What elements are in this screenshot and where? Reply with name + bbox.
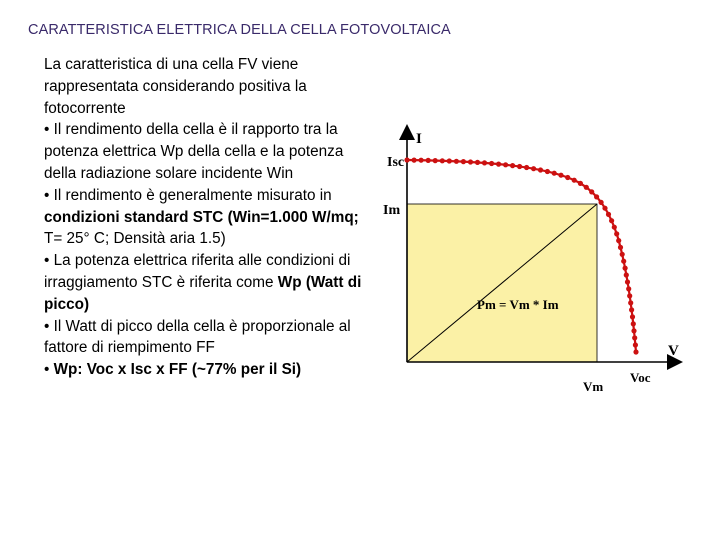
text-segment: T= 25° C; Densità aria 1.5)	[44, 230, 226, 248]
text-segment: • Il Watt di picco della cella è proporzionale al fattore di riempimento FF	[44, 317, 351, 357]
curve-marker	[620, 252, 625, 257]
curve-marker	[632, 335, 637, 340]
curve-marker	[631, 328, 636, 333]
curve-marker	[630, 314, 635, 319]
curve-marker	[426, 158, 431, 163]
curve-marker	[524, 165, 529, 170]
curve-marker	[496, 162, 501, 167]
curve-marker	[602, 206, 607, 211]
curve-marker	[584, 185, 589, 190]
text-segment: • Il rendimento della cella è il rapporto tra la potenza elettrica Wp della cella e la potenza della radiazione solare incidente Win	[44, 121, 344, 182]
text-segment: • La potenza elettrica riferita alle condizioni di irraggiamento STC è riferita come	[44, 252, 351, 291]
text-segment: Wp: Voc x Isc x FF (~77% per il Si)	[53, 361, 302, 379]
curve-marker	[618, 245, 623, 250]
curve-marker	[447, 158, 452, 163]
curve-marker	[419, 158, 424, 163]
curve-marker	[538, 167, 543, 172]
power-formula-label: Pm = Vm * Im	[477, 297, 559, 312]
text-segment: Wp (Watt di picco)	[44, 273, 362, 313]
curve-marker	[578, 181, 583, 186]
curve-marker	[572, 178, 577, 183]
curve-marker	[412, 158, 417, 163]
curve-marker	[594, 194, 599, 199]
curve-marker	[565, 175, 570, 180]
curve-marker	[440, 158, 445, 163]
im-label: Im	[383, 203, 401, 218]
curve-marker	[503, 162, 508, 167]
curve-marker	[517, 164, 522, 169]
curve-marker	[614, 231, 619, 236]
text-segment: condizioni standard STC (Win=1.000 W/mq;	[44, 208, 359, 226]
voc-label: Voc	[630, 370, 651, 385]
curve-marker	[552, 171, 557, 176]
text-segment: •	[44, 361, 54, 379]
curve-marker	[482, 160, 487, 165]
curve-marker	[623, 266, 628, 271]
curve-marker	[589, 189, 594, 194]
curve-marker	[599, 200, 604, 205]
curve-marker	[625, 279, 630, 284]
curve-marker	[558, 173, 563, 178]
curve-marker	[510, 163, 515, 168]
curve-marker	[628, 300, 633, 305]
curve-marker	[545, 169, 550, 174]
voltage-axis-label: V	[668, 343, 679, 359]
curve-marker	[461, 159, 466, 164]
curve-marker	[621, 259, 626, 264]
text-segment: • Il rendimento è generalmente misurato in	[44, 186, 332, 204]
text-segment: La caratteristica di una cella FV viene rappresentata considerando positiva la fotocorrente	[44, 56, 307, 117]
curve-marker	[609, 218, 614, 223]
curve-marker	[612, 225, 617, 230]
curve-marker	[454, 159, 459, 164]
curve-marker	[468, 159, 473, 164]
curve-marker	[629, 307, 634, 312]
curve-marker	[616, 238, 621, 243]
vm-label: Vm	[583, 379, 604, 394]
page-title: CARATTERISTICA ELETTRICA DELLA CELLA FOTOVOLTAICA	[28, 22, 451, 38]
curve-marker	[489, 161, 494, 166]
curve-marker	[531, 166, 536, 171]
curve-marker	[633, 349, 638, 354]
isc-label: Isc	[387, 155, 405, 170]
current-axis-label: I	[416, 131, 422, 147]
curve-marker	[624, 272, 629, 277]
curve-marker	[631, 321, 636, 326]
curve-marker	[606, 212, 611, 217]
curve-marker	[475, 160, 480, 165]
curve-marker	[633, 342, 638, 347]
curve-marker	[404, 157, 409, 162]
curve-marker	[433, 158, 438, 163]
curve-marker	[626, 286, 631, 291]
curve-marker	[627, 293, 632, 298]
